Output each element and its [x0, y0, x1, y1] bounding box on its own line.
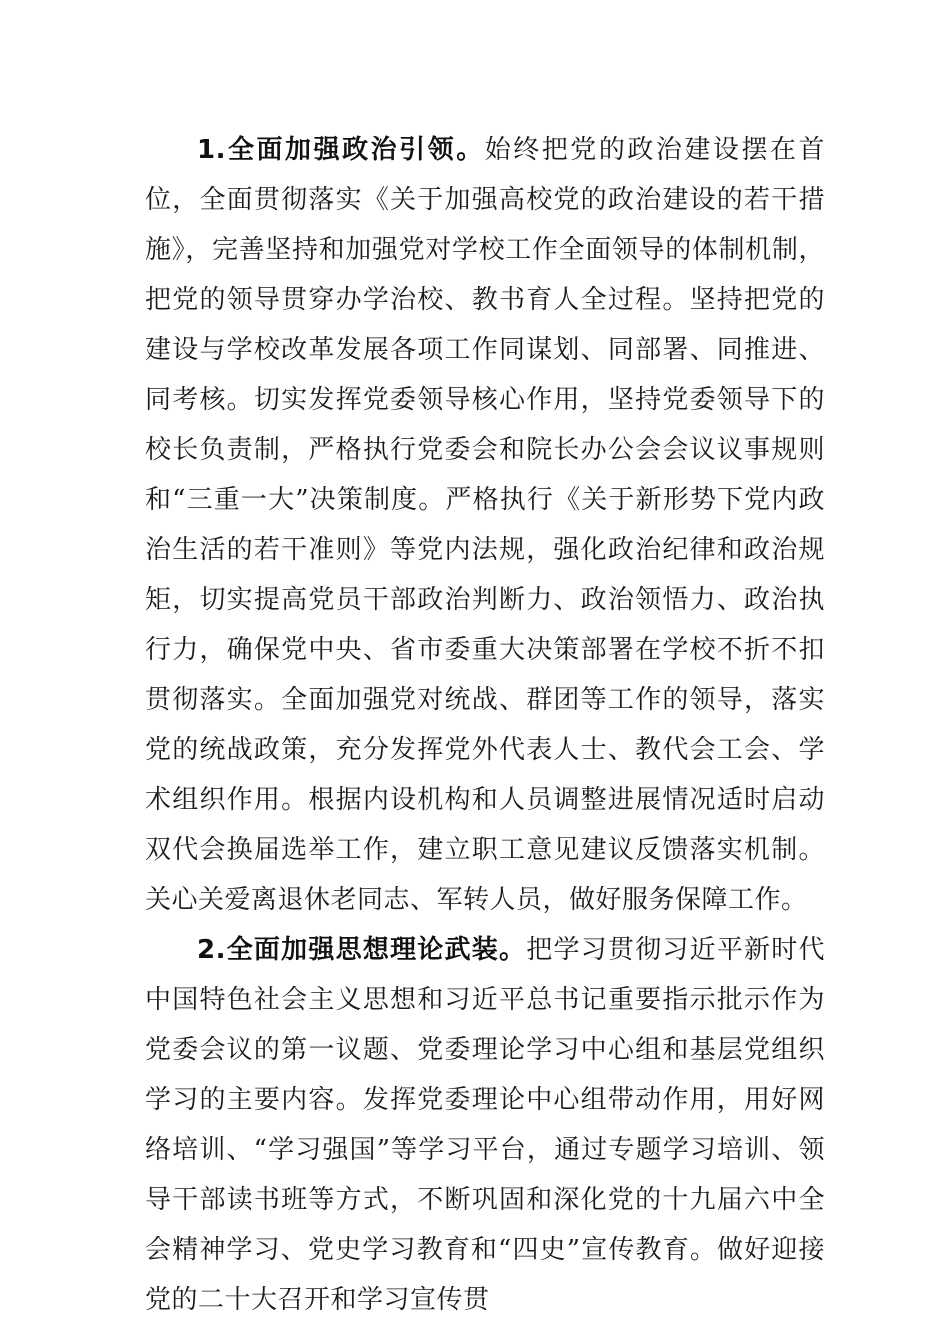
paragraph-1 [145, 125, 825, 925]
document-body [145, 125, 825, 1325]
paragraph-2 [145, 925, 825, 1325]
paragraph-1-text: 始终把党的政治建设摆在首位，全面贯彻落实《关于加强高校党的政治建设的若干措施》，完善坚持和加强党对学校工作全面领导的体制机制，把党的领导贯穿办学治校、教书育人全过程。坚持把党的建设与学校改革发展各项工作同谋划、同部署、同推进、同考核。切实发挥党委领导核心作用，坚持党委领导下的校长负责制，严格执行党委会和院长办公会会议议事规则和“三重一大”决策制度。严格执行《关于新形势下党内政治生活的若干准则》等党内法规，强化政治纪律和政治规矩，切实提高党员干部政治判断力、政治领悟力、政治执行力，确保党中央、省市委重大决策部署在学校不折不扣贯彻落实。全面加强党对统战、群团等工作的领导，落实党的统战政策，充分发挥党外代表人士、教代会工会、学术组织作用。根据内设机构和人员调整进展情况适时启动双代会换届选举工作，建立职工意见建议反馈落实机制。关心关爱离退休老同志、军转人员，做好服务保障工作。 [145, 135, 825, 915]
paragraph-1-heading: 1.全面加强政治引领。 [197, 135, 485, 165]
paragraph-2-heading: 2.全面加强思想理论武装。 [197, 935, 527, 965]
paragraph-2-text: 把学习贯彻习近平新时代中国特色社会主义思想和习近平总书记重要指示批示作为党委会议的第一议题、党委理论学习中心组和基层党组织学习的主要内容。发挥党委理论中心组带动作用，用好网络培训、“学习强国”等学习平台，通过专题学习培训、领导干部读书班等方式，不断巩固和深化党的十九届六中全会精神学习、党史学习教育和“四史”宣传教育。做好迎接党的二十大召开和学习宣传贯 [145, 935, 825, 1315]
